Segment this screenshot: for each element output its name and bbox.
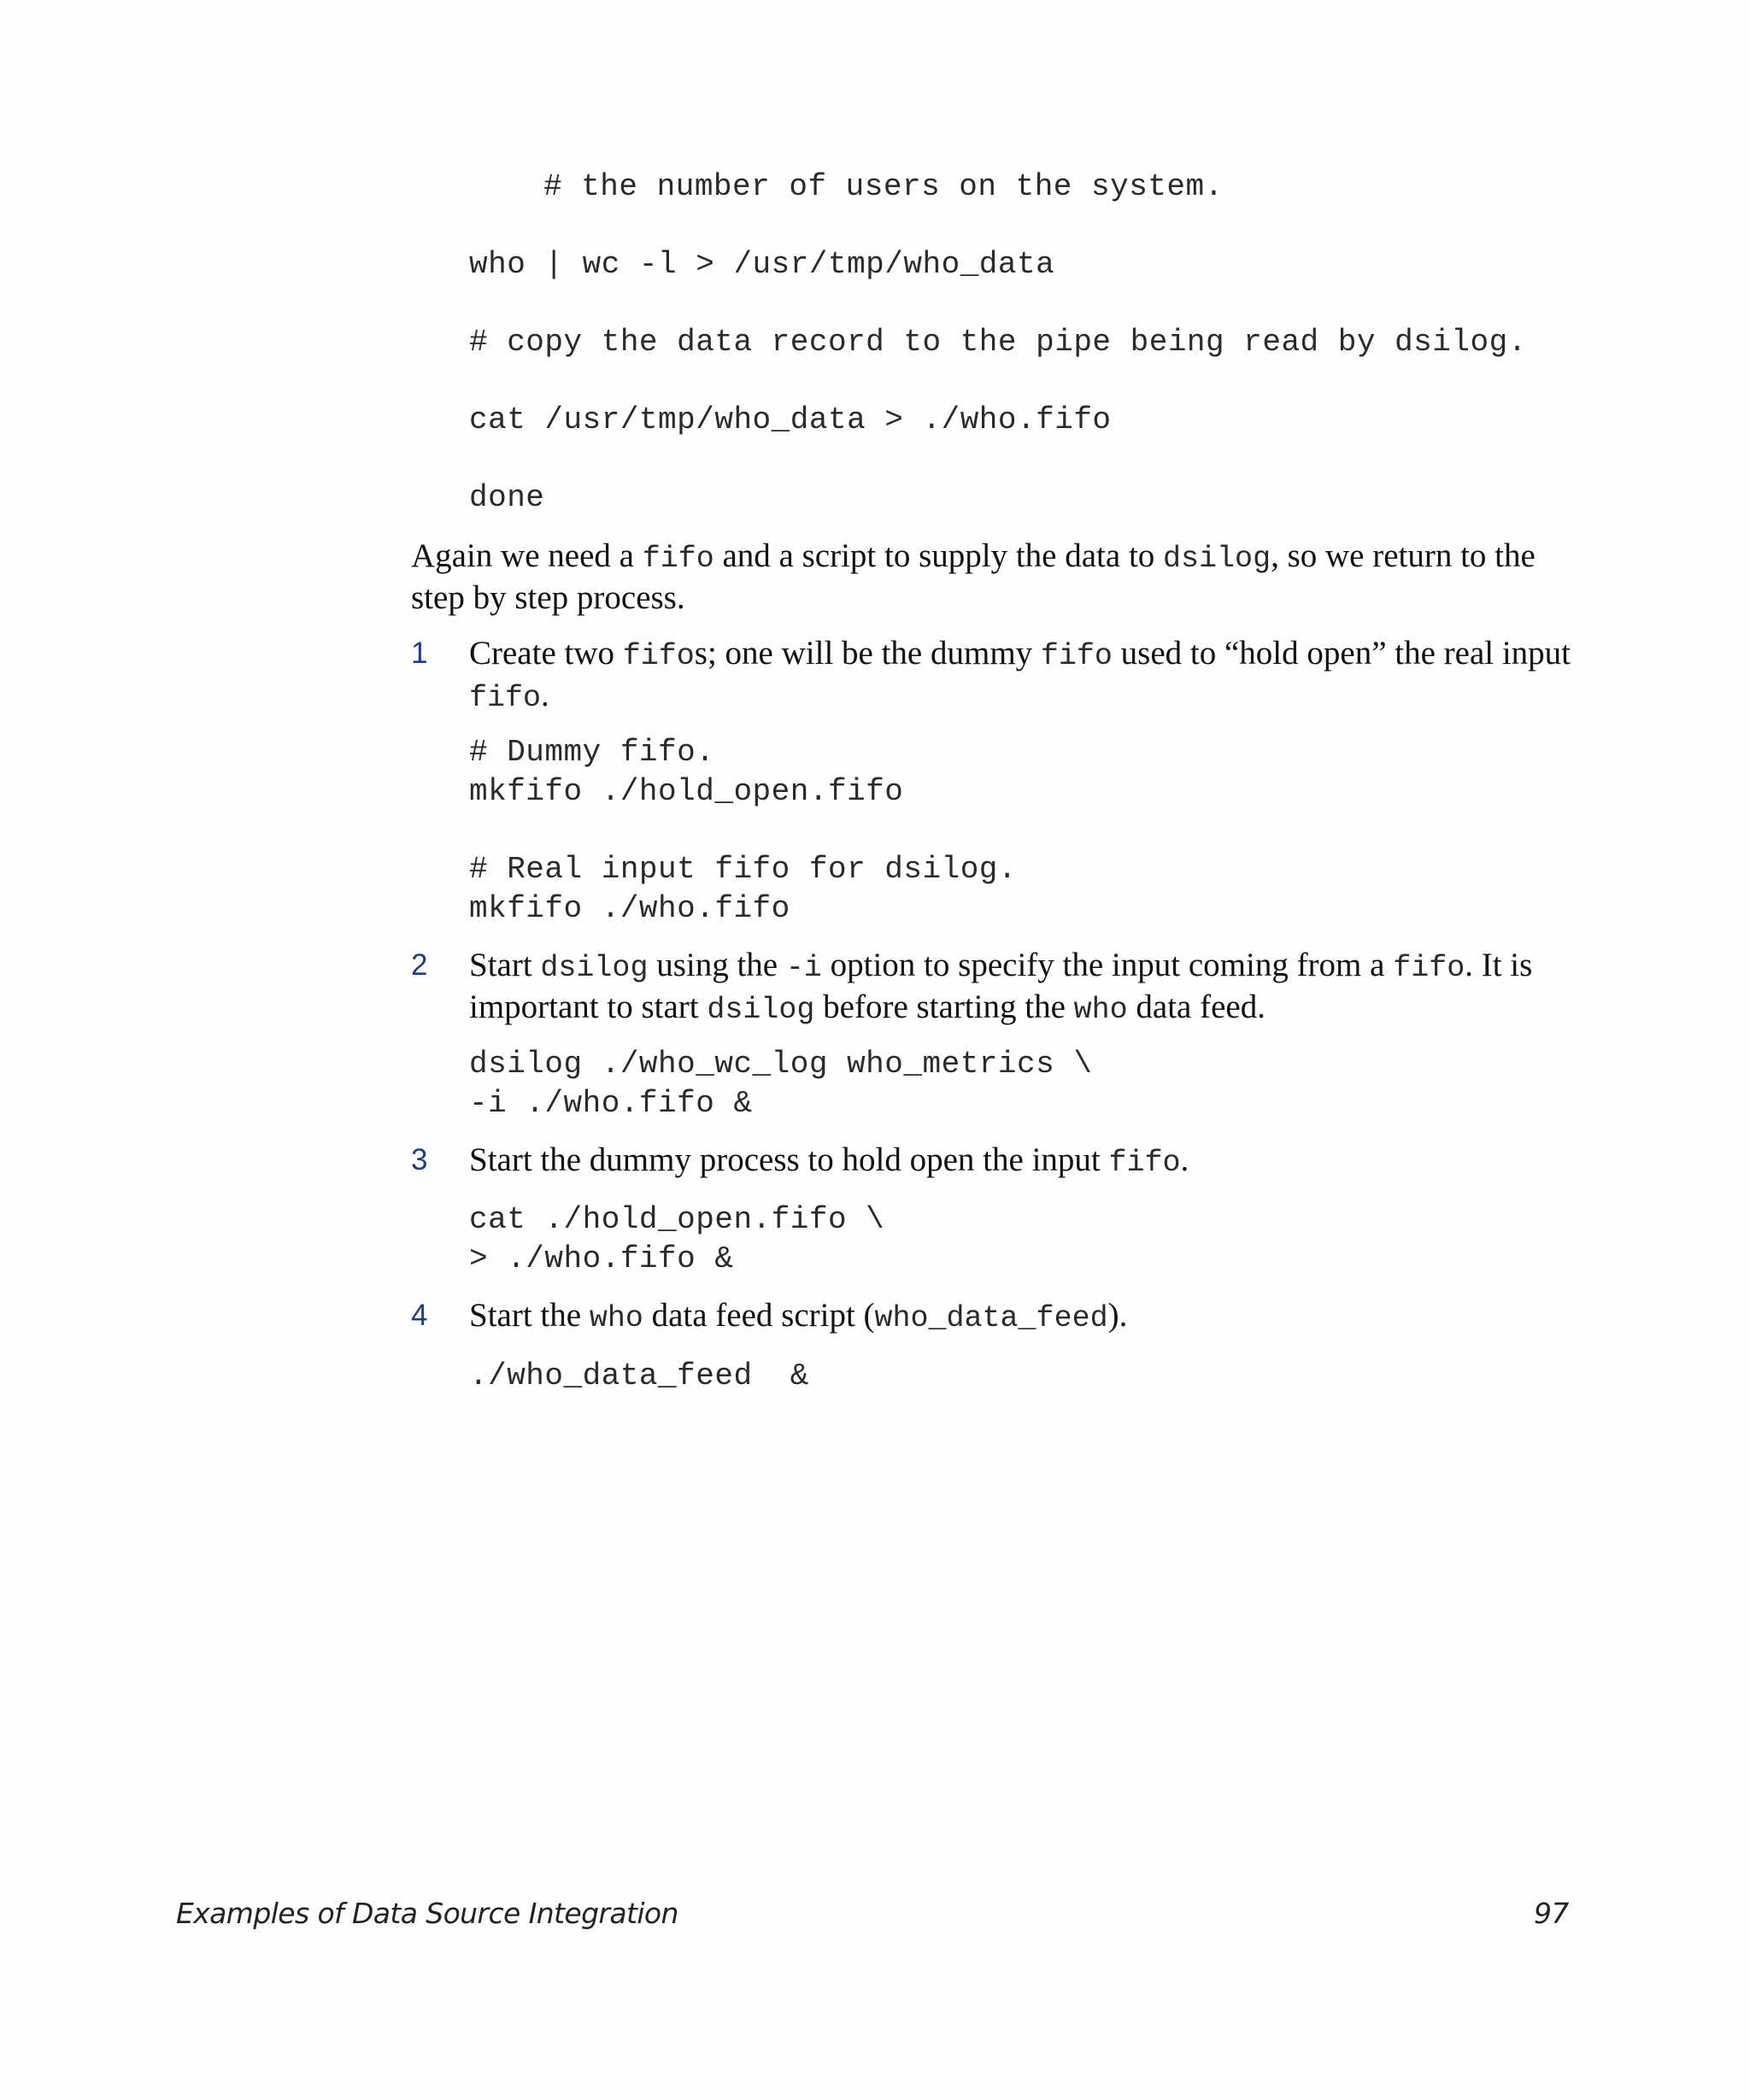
- page-number: 97: [1534, 1897, 1569, 1930]
- code-cat-who-data: cat /usr/tmp/who_data > ./who.fifo: [469, 402, 1112, 437]
- step-text: Start dsilog using the -i option to specify the input coming from a fifo. It is important to start dsilog before starting the who data feed.: [469, 947, 1533, 1027]
- code-line: ./who_data_feed &: [469, 1358, 809, 1393]
- code-line: # Real input fifo for dsilog.: [469, 852, 1018, 887]
- code-line: mkfifo ./who.fifo: [469, 891, 790, 926]
- code-comment-users: # the number of users on the system.: [543, 169, 1224, 204]
- code-done: done: [469, 480, 545, 515]
- step-number: 3: [411, 1143, 428, 1176]
- intro-paragraph: Again we need a fifo and a script to supply the data to dsilog, so we return to the step by step process.: [411, 537, 1536, 616]
- code-comment-copy: # copy the data record to the pipe being read by dsilog.: [469, 325, 1527, 360]
- footer-section-title: Examples of Data Source Integration: [176, 1897, 678, 1930]
- code-line: cat ./hold_open.fifo \: [469, 1202, 885, 1237]
- step-text: Start the dummy process to hold open the input fifo.: [469, 1141, 1189, 1180]
- code-line: -i ./who.fifo &: [469, 1086, 753, 1121]
- code-line: mkfifo ./hold_open.fifo: [469, 774, 904, 809]
- step-number: 4: [411, 1299, 428, 1332]
- code-who-wc: who | wc -l > /usr/tmp/who_data: [469, 247, 1055, 282]
- code-line: > ./who.fifo &: [469, 1241, 734, 1276]
- code-line: dsilog ./who_wc_log who_metrics \: [469, 1047, 1093, 1082]
- code-line: # Dummy fifo.: [469, 735, 715, 770]
- step-text: Start the who data feed script (who_data_feed).: [469, 1297, 1128, 1335]
- step-number: 2: [411, 948, 428, 982]
- step-number: 1: [411, 636, 428, 670]
- step-text: Create two fifos; one will be the dummy fifo used to “hold open” the real input fifo.: [469, 635, 1571, 715]
